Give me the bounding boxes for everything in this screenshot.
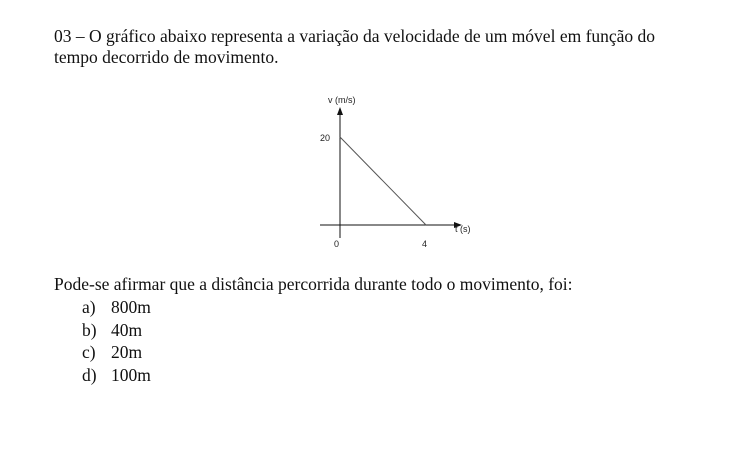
answer-options — [82, 296, 151, 386]
option-c-letter: c) — [82, 342, 96, 362]
series-line — [340, 137, 426, 225]
option-b-letter: b) — [82, 319, 97, 340]
option-a-letter: a) — [82, 297, 96, 317]
y-axis-label: v (m/s) — [328, 95, 356, 105]
option-b-text: 40m — [111, 319, 143, 340]
option-d-text: 100m — [111, 364, 151, 385]
y-tick-label-20: 20 — [320, 133, 331, 143]
velocity-time-graph — [300, 88, 490, 258]
question-text: Pode-se afirmar que a distância percorrida durante todo o movimento, foi: — [54, 274, 573, 294]
option-b — [82, 319, 151, 342]
x-tick-label-4: 4 — [422, 239, 428, 249]
statement-line-2: tempo decorrido de movimento. — [54, 47, 279, 67]
option-d — [82, 364, 151, 387]
option-a-text: 800m — [111, 297, 151, 317]
y-axis-arrow — [337, 107, 343, 115]
option-c-text: 20m — [111, 342, 143, 362]
x-axis-label: t (s) — [455, 224, 471, 234]
option-d-letter: d) — [82, 364, 97, 385]
problem-statement — [54, 26, 730, 68]
statement-line-1: 03 – O gráfico abaixo representa a variação da velocidade de um móvel em função do — [54, 26, 656, 46]
option-c — [82, 341, 151, 364]
option-a — [82, 296, 151, 319]
x-tick-label-0: 0 — [334, 239, 340, 249]
